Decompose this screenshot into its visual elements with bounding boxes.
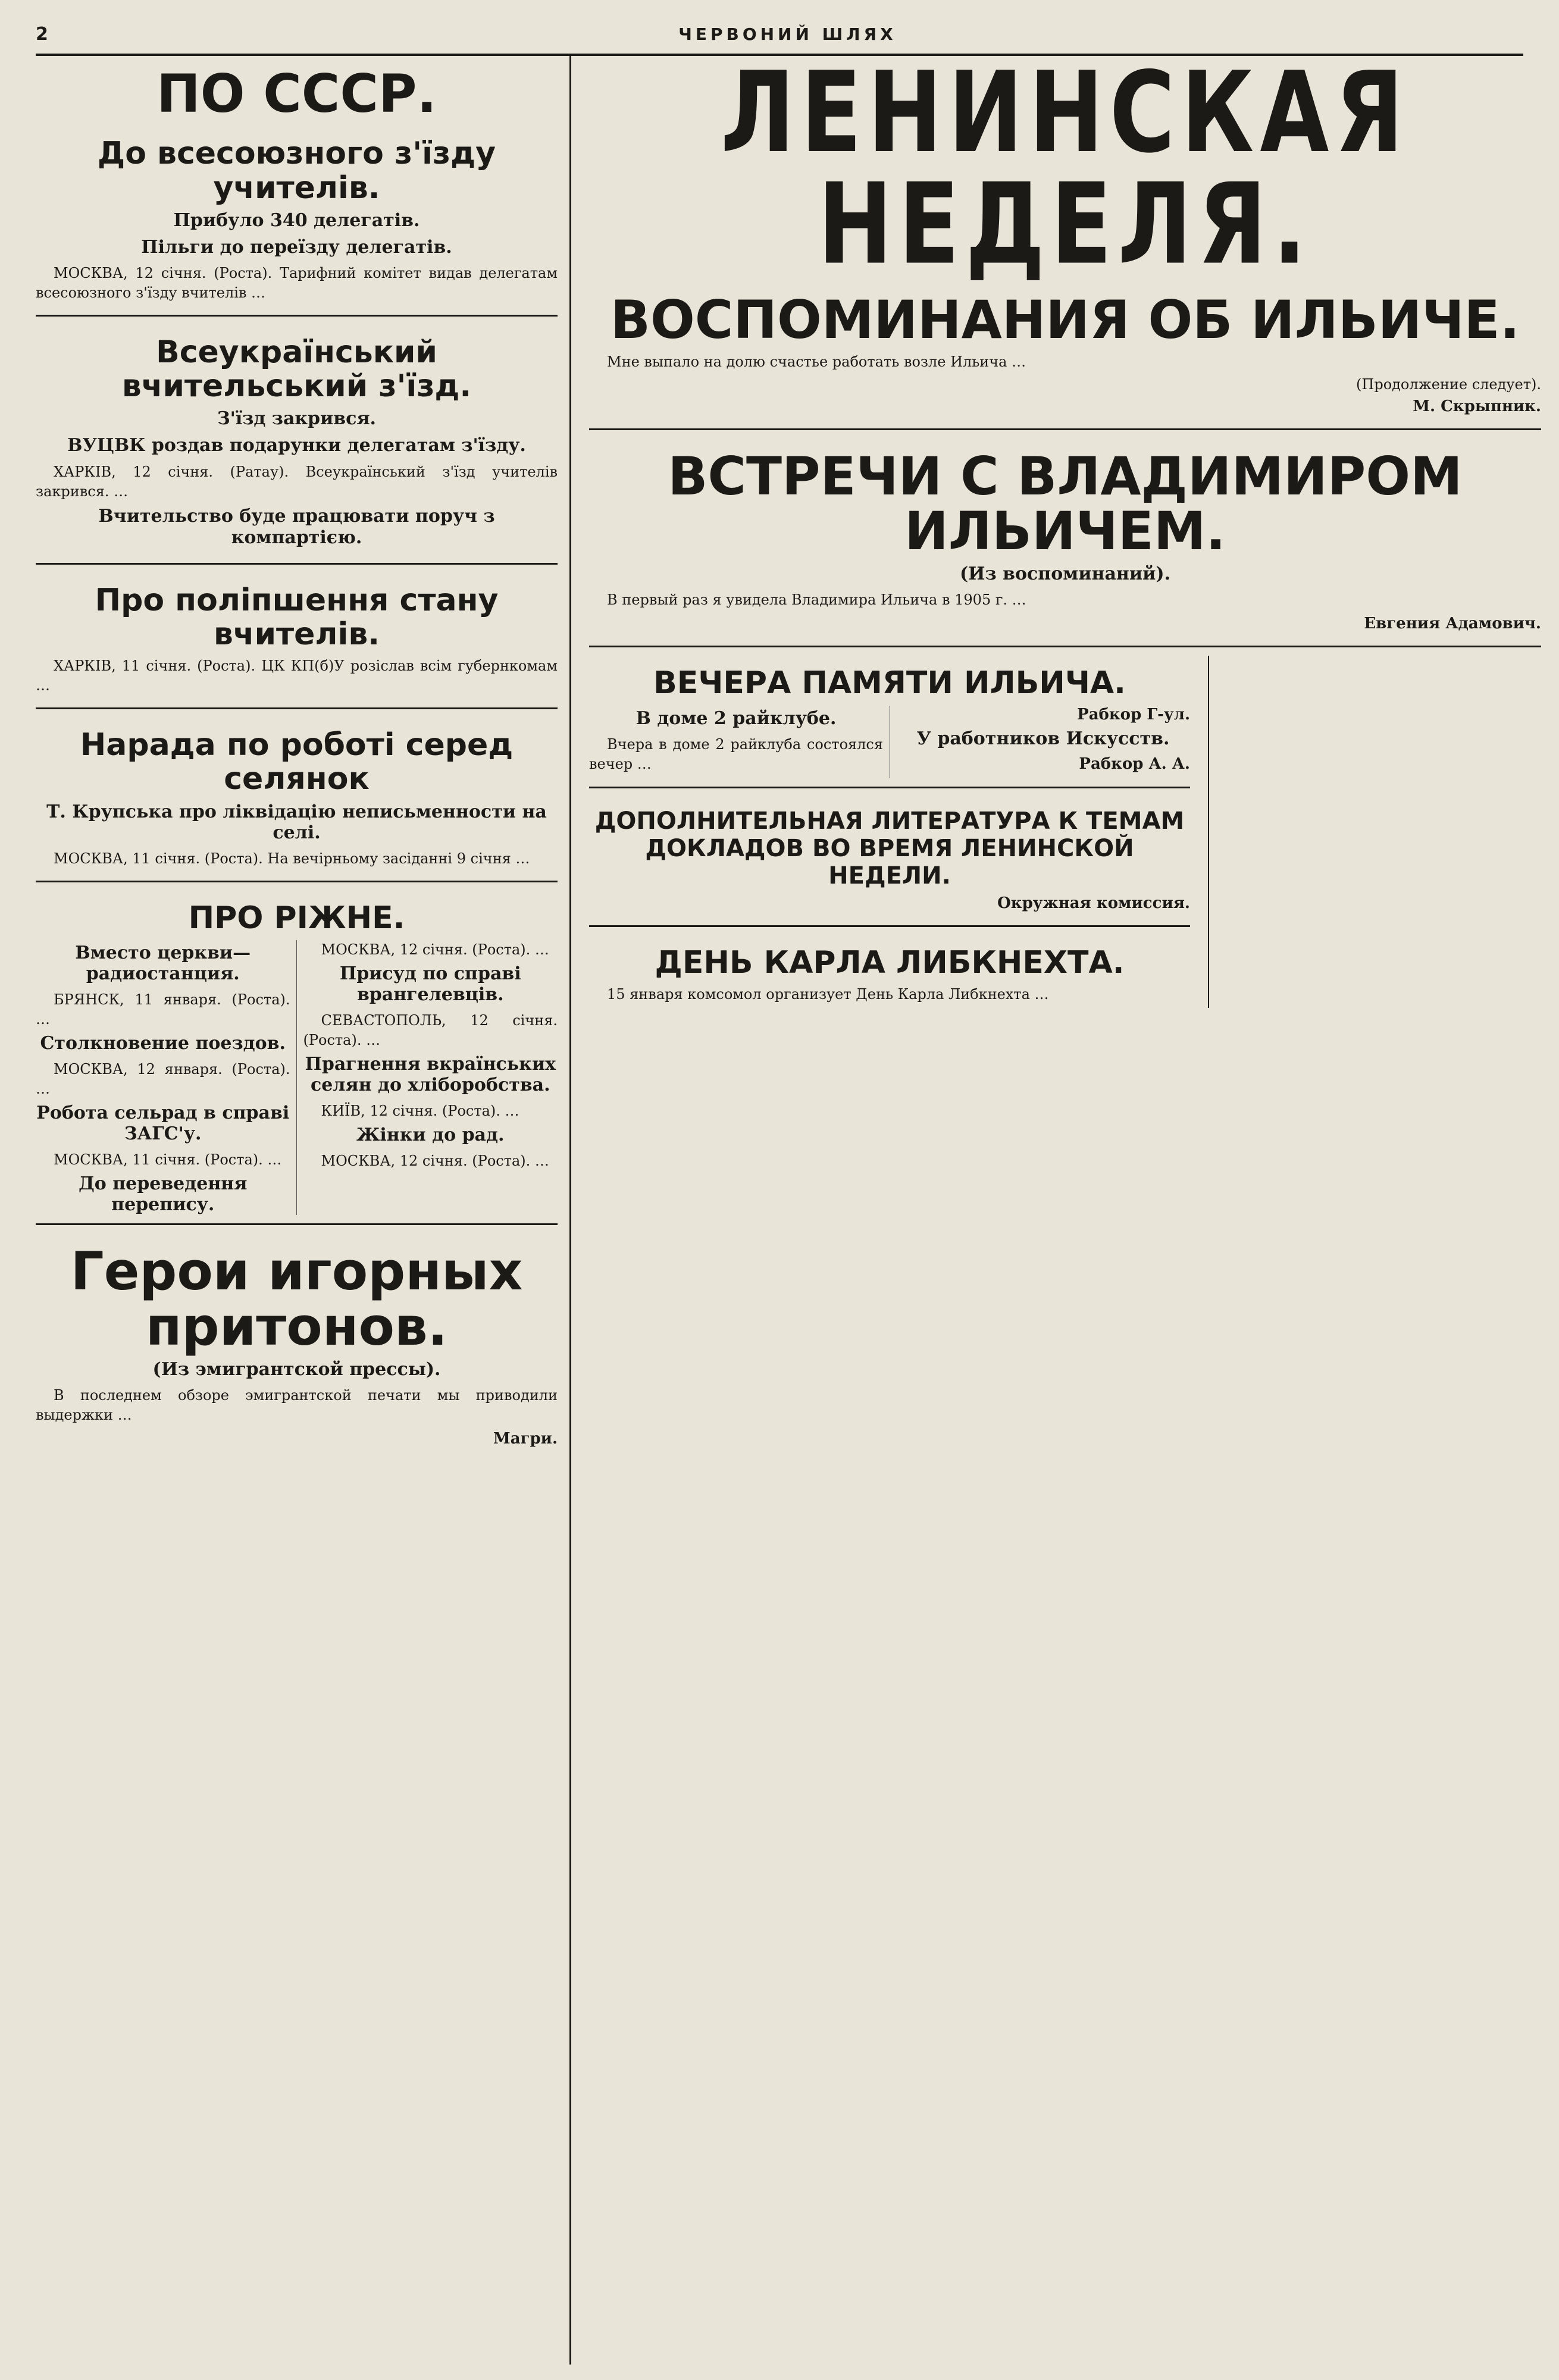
article-title: ДЕНЬ КАРЛА ЛИБКНЕХТА.	[655, 944, 1125, 981]
page-layout	[36, 56, 1541, 2365]
article-subtitle: (Из воспоминаний).	[959, 563, 1171, 585]
divider	[36, 563, 558, 565]
article-liebknecht-day	[589, 935, 1190, 1008]
article-byline: Евгения Адамович.	[1364, 615, 1541, 633]
article-title: Нарада по роботі серед селянок	[80, 727, 514, 797]
misc-item-title: До переведення перепису.	[79, 1173, 248, 1216]
article-miscellaneous	[36, 891, 558, 1216]
page-number: 2	[36, 24, 52, 45]
divider	[589, 925, 1190, 927]
article-subtitle: З'їзд закрився.	[217, 408, 376, 430]
divider	[36, 881, 558, 882]
right-column	[589, 56, 1541, 2365]
article-lead: ХАРКІВ, 11 січня. (Роста). ЦК КП(б)У розіслав всім губернкомам …	[36, 657, 558, 694]
misc-item-lead: МОСКВА, 11 січня. (Роста). …	[54, 1151, 282, 1169]
article-lead: В последнем обзоре эмигрантской печати мы приводили выдержки …	[36, 1387, 558, 1424]
article-teachers-conditions	[36, 573, 558, 700]
article-lead: Мне выпало на долю счастье работать возле Ильича …	[607, 353, 1026, 371]
misc-item-lead: МОСКВА, 12 січня. (Роста). …	[321, 1153, 549, 1170]
divider	[36, 315, 558, 317]
divider	[36, 1223, 558, 1225]
divider	[589, 646, 1541, 647]
article-lead: В первый раз я увидела Владимира Ильича в 1905 г. …	[607, 591, 1026, 609]
article-ukr-teachers-congress	[36, 325, 558, 555]
article-extra-literature	[589, 797, 1190, 917]
misc-item-lead: МОСКВА, 12 січня. (Роста). …	[321, 941, 549, 958]
memorial-columns	[589, 706, 1190, 778]
article-byline: Окружная комиссия.	[997, 894, 1190, 912]
article-title: Всеукраїнський вчительський з'їзд.	[121, 334, 472, 405]
misc-item-lead: БРЯНСК, 11 января. (Роста). …	[36, 991, 290, 1028]
misc-item-title: Присуд по справі врангелевців.	[339, 963, 521, 1005]
article-subtitle: У работников Искусств.	[916, 728, 1170, 749]
article-title: Про поліпшення стану вчителів.	[95, 582, 499, 652]
article-subtitle: Прибуло 340 делегатів.	[173, 209, 420, 231]
divider	[36, 707, 558, 709]
misc-item-title: Жінки до рад.	[356, 1125, 505, 1146]
article-memories-of-ilyich	[589, 282, 1541, 420]
misc-item-lead: КИЇВ, 12 січня. (Роста). …	[321, 1103, 519, 1120]
left-column	[36, 56, 571, 2365]
article-title: ВСТРЕЧИ С ВЛАДИМИРОМ ИЛЬИЧЕМ.	[668, 445, 1463, 562]
article-peasant-women-meeting	[36, 718, 558, 872]
article-subtitle: В доме 2 райклубе.	[636, 707, 837, 729]
bottom-right-blocks	[1208, 656, 1541, 1008]
misc-item-title: Прагнення вкраїнських селян до хліборобства.	[305, 1054, 556, 1096]
article-lead: 15 января комсомол организует День Карла Либкнехта …	[607, 985, 1049, 1003]
article-byline: Магри.	[493, 1430, 558, 1448]
misc-item-title: Робота сельрад в справі ЗАГС'у.	[36, 1103, 290, 1145]
paper-name: ЧЕРВОНИЙ ШЛЯХ	[678, 24, 897, 44]
article-title: Герои игорных притонов.	[70, 1241, 523, 1357]
article-title: ДОПОЛНИТЕЛЬНАЯ ЛИТЕРАТУРА К ТЕМАМ ДОКЛАДОВ ВО ВРЕМЯ ЛЕНИНСКОЙ НЕДЕЛИ.	[594, 807, 1185, 890]
article-subtitle: Вчительство буде працювати поруч з компартією.	[98, 505, 495, 548]
divider	[589, 428, 1541, 430]
article-subtitle: Т. Крупська про ліквідацію неписьменности на селі.	[46, 801, 547, 843]
bottom-left-blocks	[589, 656, 1190, 1008]
article-title: ВЕЧЕРА ПАМЯТИ ИЛЬИЧА.	[653, 665, 1126, 702]
continued-note: (Продолжение следует).	[1356, 375, 1541, 393]
article-meetings-with-lenin	[589, 439, 1541, 638]
misc-items	[36, 940, 558, 1216]
article-lead: ХАРКІВ, 12 січня. (Ратау). Всеукраїнський з'їзд учителів закрився. …	[36, 464, 558, 500]
main-title: ЛЕНИНСКАЯ НЕДЕЛЯ.	[721, 56, 1410, 290]
divider	[589, 787, 1190, 788]
section-title-ussr: ПО СССР.	[156, 63, 437, 124]
article-lead: МОСКВА, 12 січня. (Роста). Тарифний комітет видав делегатам всесоюзного з'їзду вчителів …	[36, 264, 558, 301]
article-title: ПРО РІЖНЕ.	[188, 900, 405, 936]
article-lead: МОСКВА, 11 січня. (Роста). На вечірньому засіданні 9 січня …	[54, 850, 530, 867]
misc-item-lead: СЕВАСТОПОЛЬ, 12 січня. (Роста). …	[303, 1012, 558, 1049]
bottom-grid	[589, 656, 1541, 1008]
article-title: ВОСПОМИНАНИЯ ОБ ИЛЬИЧЕ.	[610, 289, 1520, 350]
misc-item-title: Вместо церкви—радиостанция.	[75, 942, 251, 984]
misc-item-title: Столкновение поездов.	[40, 1033, 286, 1054]
article-subtitle: (Из эмигрантской прессы).	[152, 1359, 441, 1380]
article-gambling-heroes	[36, 1233, 558, 1452]
article-byline: Рабкор Г-ул.	[1077, 705, 1190, 724]
article-teachers-congress	[36, 126, 558, 306]
article-subtitle: Пільги до переїзду делегатів.	[141, 236, 452, 258]
article-subtitle: ВУЦВК роздав подарунки делегатам з'їзду.	[67, 435, 526, 456]
misc-item-lead: МОСКВА, 12 января. (Роста). …	[36, 1061, 290, 1098]
article-title: До всесоюзного з'їзду учителів.	[97, 136, 496, 206]
article-lead: Вчера в доме 2 райклуба состоялся вечер …	[589, 735, 883, 772]
article-byline: М. Скрыпник.	[1413, 397, 1541, 415]
article-byline: Рабкор А. А.	[1079, 754, 1190, 773]
running-head	[36, 24, 1523, 56]
article-memorial-evenings	[589, 656, 1190, 778]
